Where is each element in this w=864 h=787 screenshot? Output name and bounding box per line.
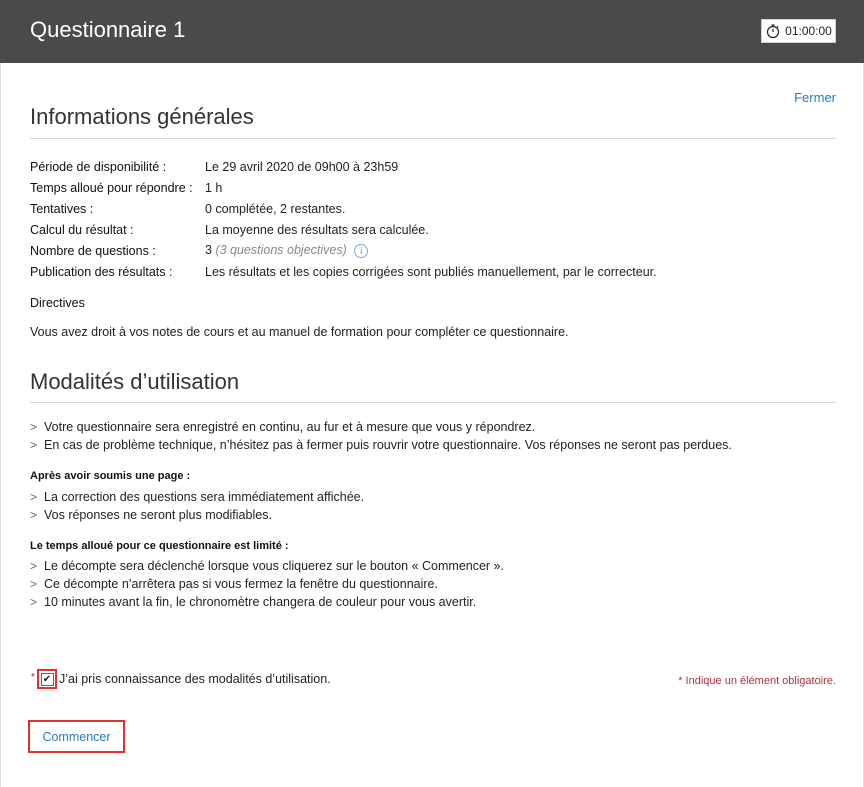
question-count-note: (3 questions objectives): [215, 243, 347, 258]
page-title: Questionnaire 1: [30, 17, 186, 42]
required-star: *: [31, 672, 35, 683]
list-item: > La correction des questions sera immédiatement affichée.: [30, 490, 365, 504]
start-button-highlight: [28, 720, 125, 753]
chevron-right-icon: >: [30, 508, 38, 522]
subheading-after-submit: Après avoir soumis une page :: [30, 470, 191, 482]
info-row-availability: Période de disponibilité : Le 29 avril 2020 de 09h00 à 23h59: [30, 159, 399, 174]
info-row-time-allowed: Temps alloué pour répondre : 1 h: [30, 180, 223, 195]
chevron-right-icon: >: [30, 559, 38, 573]
usage-list-3: [30, 557, 504, 611]
acknowledge-checkbox[interactable]: ✔: [41, 673, 54, 686]
acknowledge-label[interactable]: J’ai pris connaissance des modalités d’utilisation.: [59, 672, 331, 686]
list-item: > 10 minutes avant la fin, le chronomètre changera de couleur pour vous avertir.: [30, 595, 477, 609]
info-row-publication: Publication des résultats : Les résultats et les copies corrigées sont publiés manuellement, par le correcteur.: [30, 264, 657, 279]
info-row-result-calc: Calcul du résultat : La moyenne des résultats sera calculée.: [30, 222, 429, 237]
general-info-heading: Informations générales: [30, 104, 254, 129]
chevron-right-icon: >: [30, 420, 38, 434]
info-table: [30, 156, 657, 282]
chevron-right-icon: >: [30, 490, 38, 504]
divider: [30, 138, 836, 139]
usage-list-2: [30, 488, 364, 524]
list-item: > Votre questionnaire sera enregistré en continu, au fur et à mesure que vous y répondrez.: [30, 420, 536, 434]
header-bar: [0, 0, 864, 63]
acknowledge-checkbox-highlight: [37, 669, 57, 689]
stopwatch-icon: [765, 23, 781, 39]
timer-value: 01:00:00: [785, 24, 832, 38]
info-row-question-count: Nombre de questions : 3 (3 questions objectives) i: [30, 240, 657, 261]
question-count-value: 3: [205, 243, 212, 258]
close-link[interactable]: Fermer: [794, 90, 836, 105]
list-item: > Vos réponses ne seront plus modifiables.: [30, 508, 272, 522]
list-item: > En cas de problème technique, n’hésitez pas à fermer puis rouvrir votre questionnaire. Vos réponses ne seront pas perdues.: [30, 438, 732, 452]
timer-display: [761, 19, 836, 43]
divider: [30, 402, 836, 403]
usage-list-1: [30, 418, 732, 454]
required-note: * Indique un élément obligatoire.: [678, 675, 836, 687]
subheading-time-limit: Le temps alloué pour ce questionnaire est limité :: [30, 540, 289, 552]
list-item: > Le décompte sera déclenché lorsque vous cliquerez sur le bouton « Commencer ».: [30, 559, 504, 573]
start-button[interactable]: Commencer: [42, 729, 111, 744]
chevron-right-icon: >: [30, 577, 38, 591]
usage-heading: Modalités d’utilisation: [30, 369, 240, 394]
directives-title: Directives: [30, 296, 85, 310]
chevron-right-icon: >: [30, 595, 38, 609]
chevron-right-icon: >: [30, 438, 38, 452]
list-item: > Ce décompte n’arrêtera pas si vous fermez la fenêtre du questionnaire.: [30, 577, 438, 591]
info-icon[interactable]: i: [354, 244, 368, 258]
info-row-attempts: Tentatives : 0 complétée, 2 restantes.: [30, 201, 346, 216]
directives-text: Vous avez droit à vos notes de cours et au manuel de formation pour compléter ce questionnaire.: [30, 325, 569, 339]
